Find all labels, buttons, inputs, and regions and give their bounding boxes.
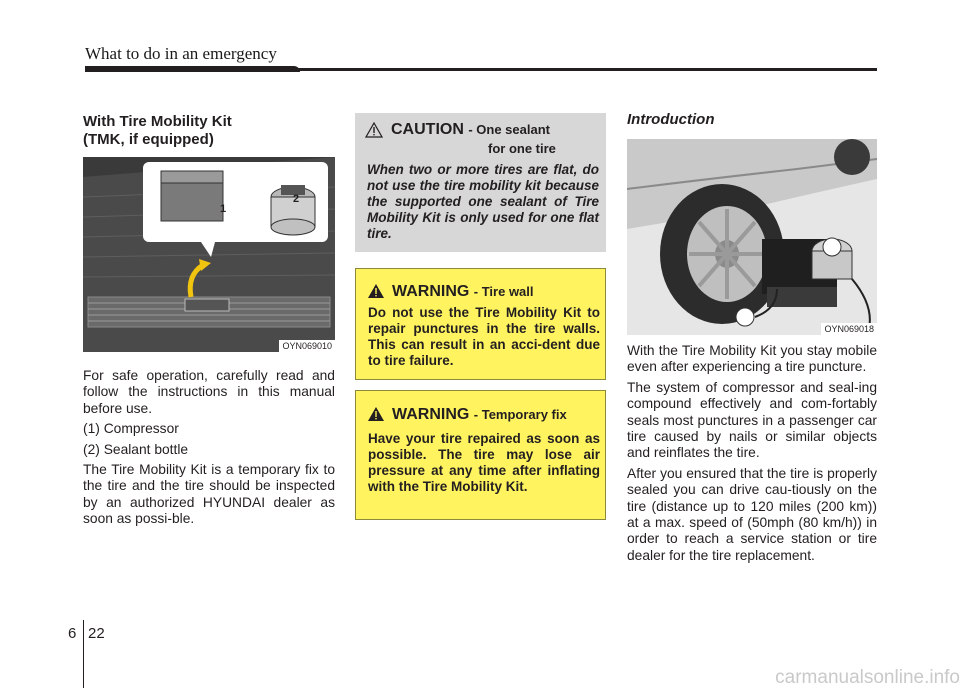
figure-code: OYN069018 bbox=[821, 323, 877, 335]
caution-subtitle: - One sealant bbox=[468, 122, 550, 137]
warning-label: WARNING bbox=[392, 283, 470, 300]
left-text-block bbox=[83, 368, 335, 528]
running-header: What to do in an emergency bbox=[85, 44, 277, 63]
warning-triangle-icon bbox=[367, 406, 385, 422]
left-column bbox=[83, 113, 335, 149]
list-item: (2) Sealant bottle bbox=[83, 441, 189, 457]
section-heading-line2: (TMK, if equipped) bbox=[83, 131, 214, 148]
intro-paragraph-2: The system of compressor and seal-ing compound effectively and com-fortably seals most punctures in a passenger car tire caused by nails or similar objects and reinflates the tire. bbox=[627, 379, 877, 461]
caution-box bbox=[355, 113, 606, 252]
figure-label-compressor: 1 bbox=[220, 203, 227, 215]
intro-paragraph: For safe operation, carefully read and follow the instructions in this manual before use. bbox=[83, 368, 335, 416]
intro-paragraph-1: With the Tire Mobility Kit you stay mobile even after experiencing a tire puncture. bbox=[627, 343, 877, 375]
tmk-trunk-figure bbox=[83, 157, 335, 352]
section-heading-line1: With Tire Mobility Kit bbox=[83, 113, 232, 130]
tmk-inflating-figure bbox=[627, 139, 877, 335]
warning-box-temporary-fix bbox=[355, 390, 606, 520]
warning-body: Do not use the Tire Mobility Kit to repair punctures in the tire walls. This can result in an acci-dent due to tire failure. bbox=[368, 305, 600, 368]
introduction-heading bbox=[627, 111, 877, 129]
warning-box-tire-wall bbox=[355, 268, 606, 380]
header-accent-bar bbox=[85, 66, 300, 72]
caution-triangle-icon bbox=[365, 122, 383, 138]
warning-triangle-icon bbox=[367, 283, 385, 299]
warning-subtitle: - Tire wall bbox=[473, 284, 534, 299]
watermark: carmanualsonline.info bbox=[775, 667, 960, 688]
caution-subtitle-line2: for one tire bbox=[488, 141, 556, 156]
chapter-number: 6 bbox=[68, 625, 77, 642]
caution-body: When two or more tires are flat, do not use the tire mobility kit because the supported one sealant of Tire Mobility Kit is only used for one flat tire. bbox=[367, 162, 599, 241]
warning-title bbox=[392, 283, 534, 301]
intro-paragraph-3: After you ensured that the tire is properly sealed you can drive cau-tiously on the tire (distance up to 120 miles (200 km)) at a max. speed of (50mph (80 km/h)) in order to reach a service station or tire dealer for the tire replacement. bbox=[627, 465, 877, 563]
trunk-illustration bbox=[83, 157, 335, 352]
footer-divider bbox=[83, 620, 84, 688]
warning-body: Have your tire repaired as soon as possible. The tire may lose air pressure at any time after inflating with the Tire Mobility Kit. bbox=[368, 431, 600, 494]
introduction-heading-text: Introduction bbox=[627, 111, 715, 128]
caution-title bbox=[391, 121, 550, 139]
car-inflating-illustration bbox=[627, 139, 877, 335]
warning-label: WARNING bbox=[392, 406, 470, 423]
page-number: 22 bbox=[88, 625, 105, 642]
figure-label-sealant: 2 bbox=[293, 193, 300, 205]
warning-title bbox=[392, 406, 567, 424]
temporary-fix-paragraph: The Tire Mobility Kit is a temporary fix to the tire and the tire should be inspected by an authorized HYUNDAI dealer as soon as possi-ble. bbox=[83, 462, 335, 527]
warning-subtitle: - Temporary fix bbox=[473, 407, 567, 422]
list-item: (1) Compressor bbox=[83, 421, 179, 437]
figure-code: OYN069010 bbox=[279, 340, 335, 352]
caution-label: CAUTION bbox=[391, 121, 464, 138]
right-text-block bbox=[627, 343, 877, 564]
